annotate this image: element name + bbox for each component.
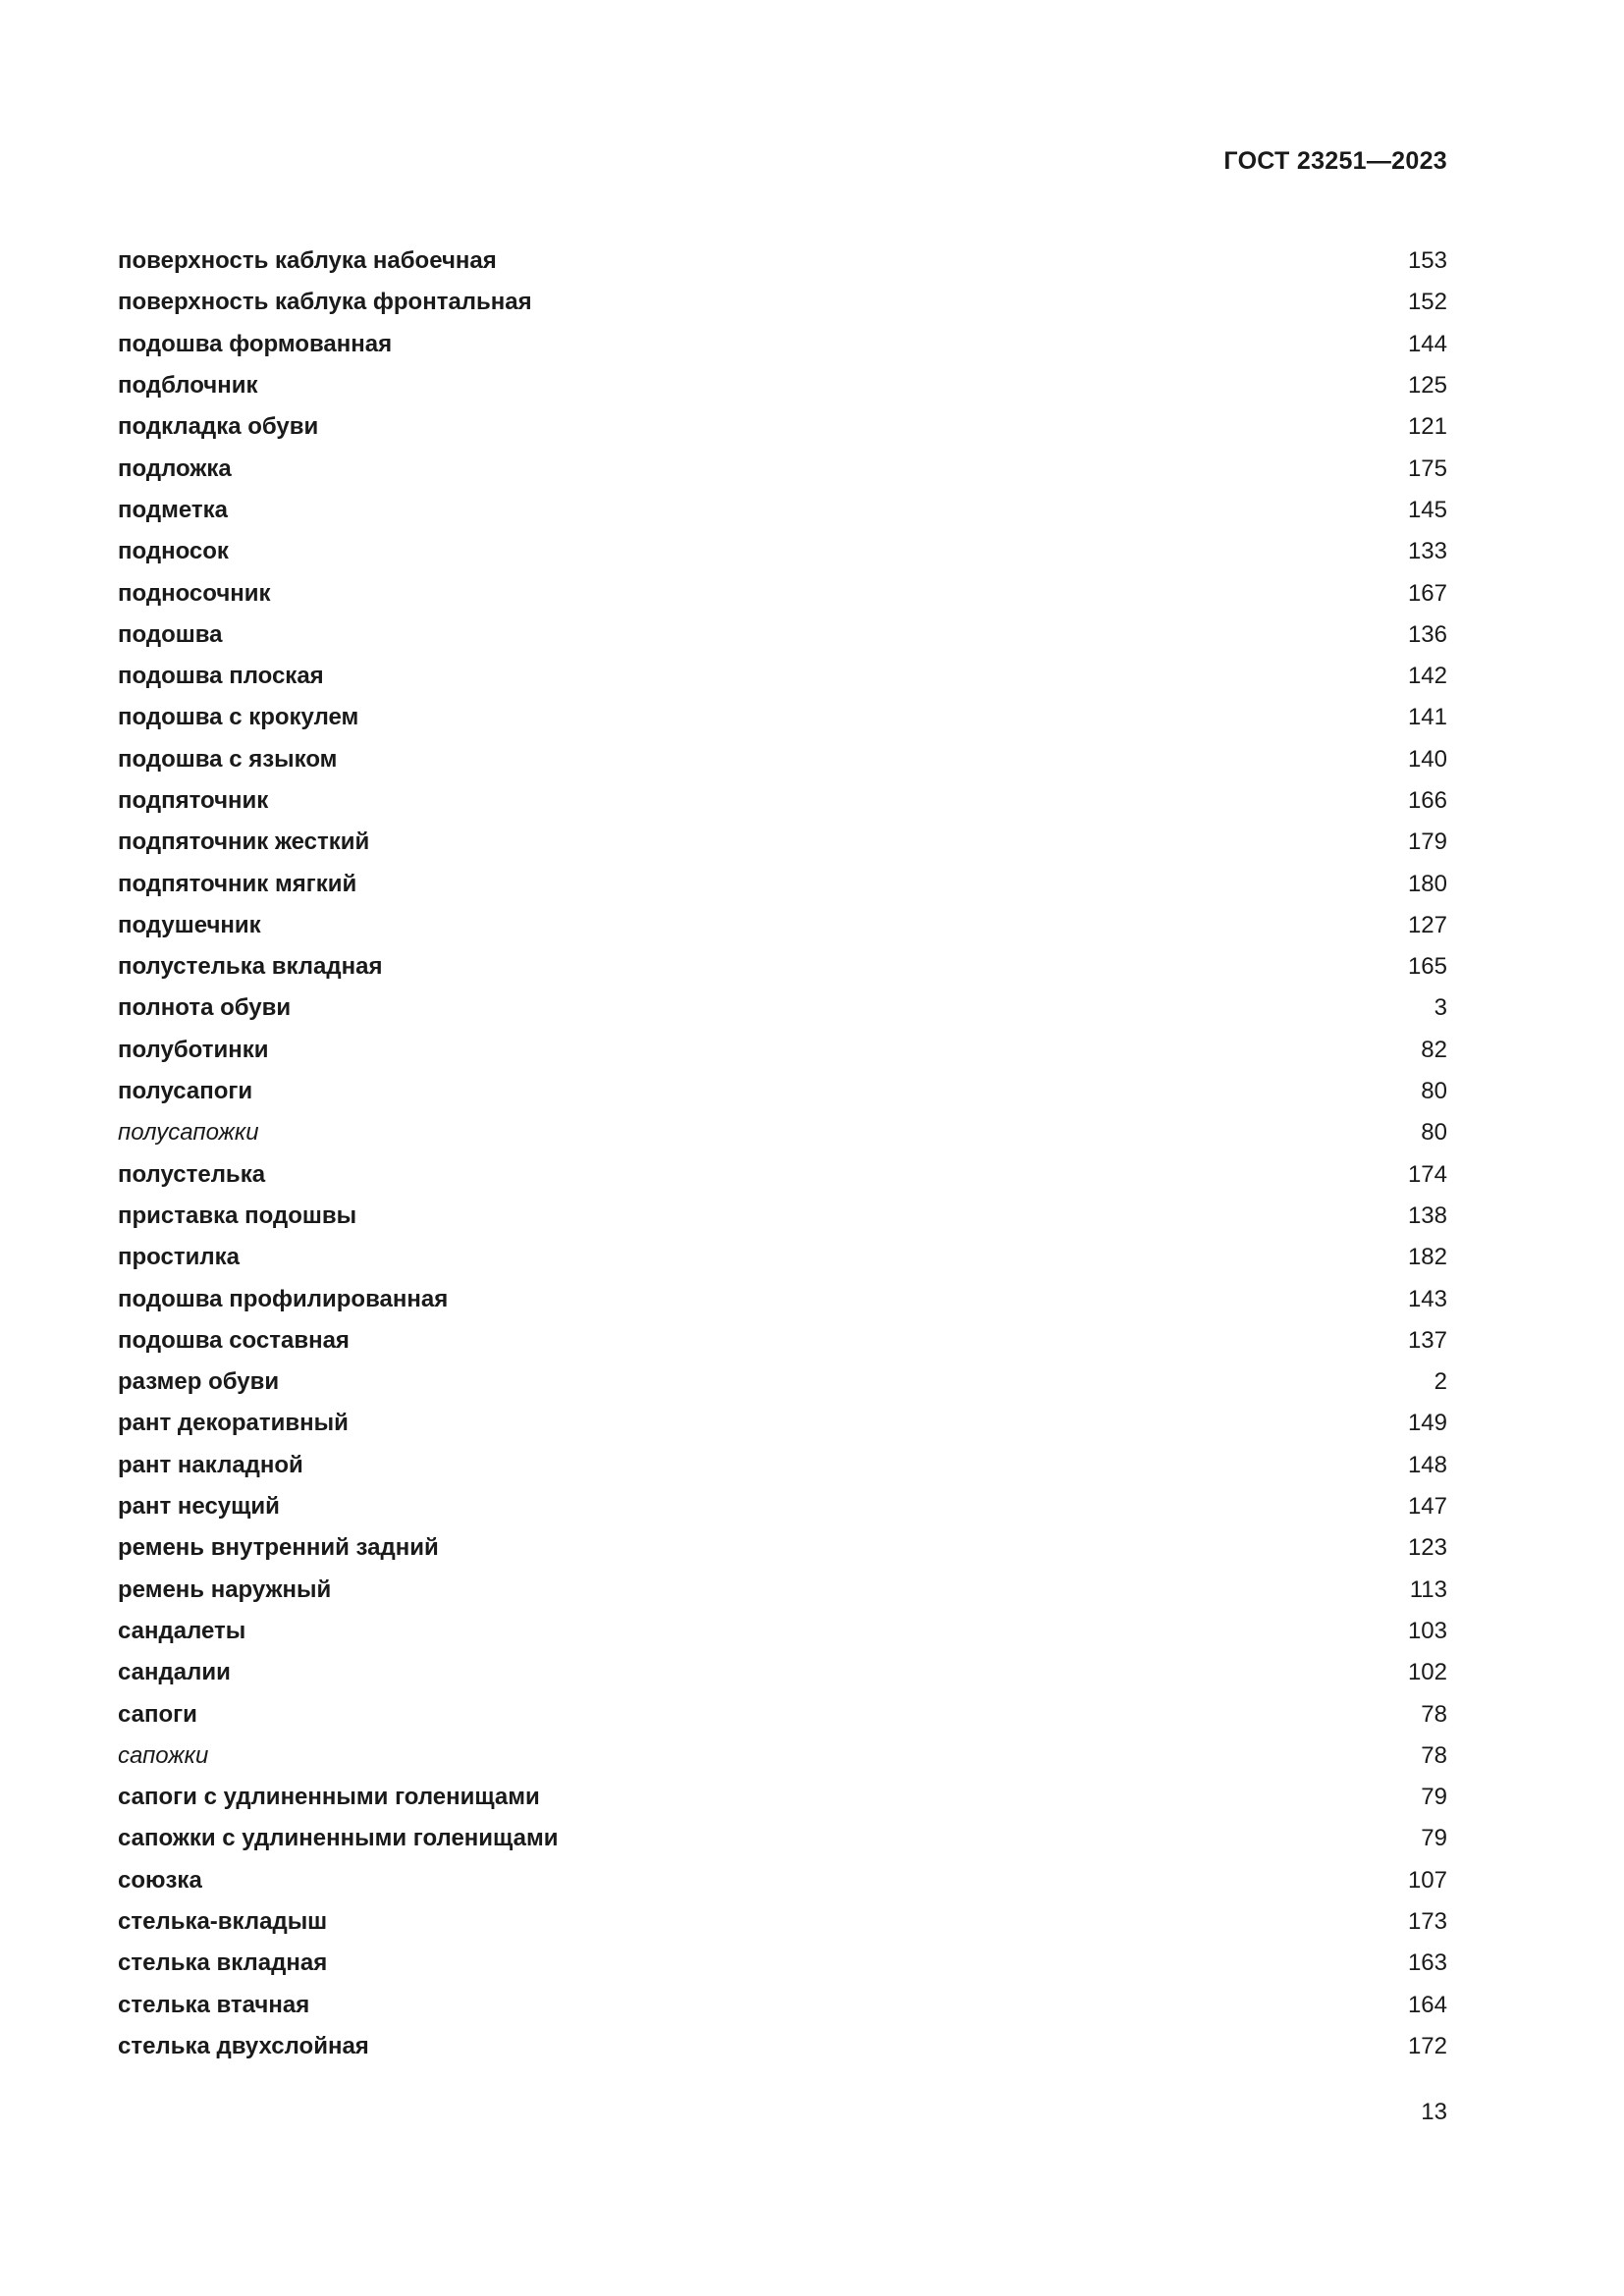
index-term: подушечник xyxy=(118,911,261,938)
index-row xyxy=(118,2026,1447,2067)
index-term-number: 137 xyxy=(1407,1326,1447,1354)
index-term-number: 172 xyxy=(1407,2032,1447,2059)
index-row xyxy=(118,1943,1447,1984)
index-row xyxy=(118,1652,1447,1693)
index-term: стелька втачная xyxy=(118,1991,310,2018)
index-term: рант несущий xyxy=(118,1493,280,1521)
index-term-number: 166 xyxy=(1407,787,1447,814)
index-row xyxy=(118,905,1447,946)
index-term: полусапожки xyxy=(118,1119,259,1147)
index-term-number: 148 xyxy=(1407,1451,1447,1478)
index-row xyxy=(118,324,1447,365)
index-term-number: 144 xyxy=(1407,330,1447,357)
index-row xyxy=(118,1445,1447,1486)
index-row xyxy=(118,1196,1447,1237)
index-term-number: 133 xyxy=(1407,538,1447,565)
index-row xyxy=(118,1735,1447,1777)
index-term-number: 103 xyxy=(1407,1617,1447,1644)
index-term-number: 136 xyxy=(1407,620,1447,648)
index-term-number: 138 xyxy=(1407,1201,1447,1229)
index-row xyxy=(118,1570,1447,1611)
index-row xyxy=(118,572,1447,614)
index-term-number: 107 xyxy=(1407,1866,1447,1894)
index-term: простилка xyxy=(118,1244,240,1271)
index-term: ремень внутренний задний xyxy=(118,1534,439,1562)
index-term-number: 79 xyxy=(1421,1784,1447,1811)
index-term-number: 3 xyxy=(1434,994,1447,1022)
index-row xyxy=(118,656,1447,697)
index-row xyxy=(118,1403,1447,1444)
index-term-number: 121 xyxy=(1407,413,1447,441)
terms-index-list xyxy=(118,240,1447,2067)
index-term-number: 149 xyxy=(1407,1410,1447,1437)
index-term-number: 180 xyxy=(1407,870,1447,897)
index-row xyxy=(118,1527,1447,1569)
index-row xyxy=(118,1071,1447,1112)
index-row xyxy=(118,406,1447,448)
index-row xyxy=(118,1818,1447,1859)
index-term-number: 123 xyxy=(1407,1534,1447,1562)
index-term: подошва формованная xyxy=(118,330,393,357)
index-term: подблочник xyxy=(118,372,258,400)
index-term: подметка xyxy=(118,496,228,523)
index-term: приставка подошвы xyxy=(118,1201,357,1229)
index-term: рант декоративный xyxy=(118,1410,349,1437)
index-row xyxy=(118,1278,1447,1319)
index-term: поверхность каблука набоечная xyxy=(118,247,497,275)
index-term: сапожки с удлиненными голенищами xyxy=(118,1825,559,1852)
index-term-number: 141 xyxy=(1407,704,1447,731)
index-row xyxy=(118,1030,1447,1071)
index-term: рант накладной xyxy=(118,1451,303,1478)
index-row xyxy=(118,863,1447,904)
document-code: ГОСТ 23251—2023 xyxy=(1223,147,1447,175)
index-term: поверхность каблука фронтальная xyxy=(118,289,532,316)
index-term-number: 142 xyxy=(1407,663,1447,690)
index-row xyxy=(118,1611,1447,1652)
index-row xyxy=(118,448,1447,489)
index-term: сапоги xyxy=(118,1700,197,1728)
index-row xyxy=(118,1984,1447,2025)
index-term: стелька-вкладыш xyxy=(118,1908,328,1936)
index-term-number: 147 xyxy=(1407,1493,1447,1521)
index-row xyxy=(118,1777,1447,1818)
index-term: подпяточник жесткий xyxy=(118,828,370,856)
index-term: подошва плоская xyxy=(118,663,324,690)
index-term-number: 113 xyxy=(1409,1575,1447,1603)
index-row xyxy=(118,1320,1447,1362)
index-term-number: 175 xyxy=(1407,454,1447,482)
index-term-number: 182 xyxy=(1407,1244,1447,1271)
index-term: стелька вкладная xyxy=(118,1949,328,1977)
index-term-number: 167 xyxy=(1407,579,1447,607)
index-term-number: 140 xyxy=(1407,745,1447,773)
index-row xyxy=(118,1860,1447,1901)
index-row xyxy=(118,282,1447,323)
index-term: подносочник xyxy=(118,579,271,607)
index-term: полустелька xyxy=(118,1160,266,1188)
index-term-number: 127 xyxy=(1407,911,1447,938)
index-term-number: 174 xyxy=(1407,1160,1447,1188)
index-term: полнота обуви xyxy=(118,994,292,1022)
index-term-number: 78 xyxy=(1421,1700,1447,1728)
index-term-number: 125 xyxy=(1407,372,1447,400)
index-term-number: 79 xyxy=(1421,1825,1447,1852)
index-row xyxy=(118,988,1447,1029)
index-row xyxy=(118,1693,1447,1735)
index-term: подпяточник мягкий xyxy=(118,870,357,897)
index-term-number: 80 xyxy=(1421,1078,1447,1105)
index-term: подпяточник xyxy=(118,787,269,814)
index-term-number: 164 xyxy=(1407,1991,1447,2018)
index-term: подошва составная xyxy=(118,1326,350,1354)
index-term: союзка xyxy=(118,1866,202,1894)
index-term: подошва xyxy=(118,620,223,648)
index-term: подкладка обуви xyxy=(118,413,319,441)
index-term-number: 82 xyxy=(1421,1036,1447,1063)
index-term: подошва с языком xyxy=(118,745,338,773)
index-term-number: 173 xyxy=(1407,1908,1447,1936)
index-term: стелька двухслойная xyxy=(118,2032,369,2059)
index-row xyxy=(118,1901,1447,1943)
index-term: размер обуви xyxy=(118,1368,280,1396)
index-term-number: 143 xyxy=(1407,1285,1447,1312)
index-row xyxy=(118,739,1447,780)
index-term-number: 102 xyxy=(1407,1659,1447,1686)
index-term: подносок xyxy=(118,538,229,565)
page-number: 13 xyxy=(1421,2099,1447,2125)
index-row xyxy=(118,822,1447,863)
index-term: сапоги с удлиненными голенищами xyxy=(118,1784,540,1811)
index-row xyxy=(118,1362,1447,1403)
index-row xyxy=(118,490,1447,531)
index-term-number: 2 xyxy=(1434,1368,1447,1396)
index-row xyxy=(118,1486,1447,1527)
index-row xyxy=(118,697,1447,738)
index-term-number: 165 xyxy=(1407,953,1447,981)
index-row xyxy=(118,1112,1447,1153)
index-term-number: 163 xyxy=(1407,1949,1447,1977)
index-row xyxy=(118,780,1447,822)
index-term-number: 145 xyxy=(1407,496,1447,523)
index-term: полустелька вкладная xyxy=(118,953,383,981)
index-row xyxy=(118,1237,1447,1278)
index-row xyxy=(118,614,1447,656)
index-term-number: 179 xyxy=(1407,828,1447,856)
index-term-number: 152 xyxy=(1407,289,1447,316)
index-term: ремень наружный xyxy=(118,1575,332,1603)
index-term-number: 153 xyxy=(1407,247,1447,275)
index-row xyxy=(118,531,1447,572)
index-term: подошва профилированная xyxy=(118,1285,449,1312)
index-term: полуботинки xyxy=(118,1036,269,1063)
index-term: подошва с крокулем xyxy=(118,704,359,731)
index-row xyxy=(118,1154,1447,1196)
index-term: сапожки xyxy=(118,1741,209,1769)
index-term: подложка xyxy=(118,454,232,482)
index-row xyxy=(118,946,1447,988)
index-term-number: 78 xyxy=(1421,1741,1447,1769)
index-row xyxy=(118,365,1447,406)
index-term-number: 80 xyxy=(1421,1119,1447,1147)
index-term: сандалеты xyxy=(118,1617,246,1644)
index-term: полусапоги xyxy=(118,1078,253,1105)
index-row xyxy=(118,240,1447,282)
index-term: сандалии xyxy=(118,1659,231,1686)
